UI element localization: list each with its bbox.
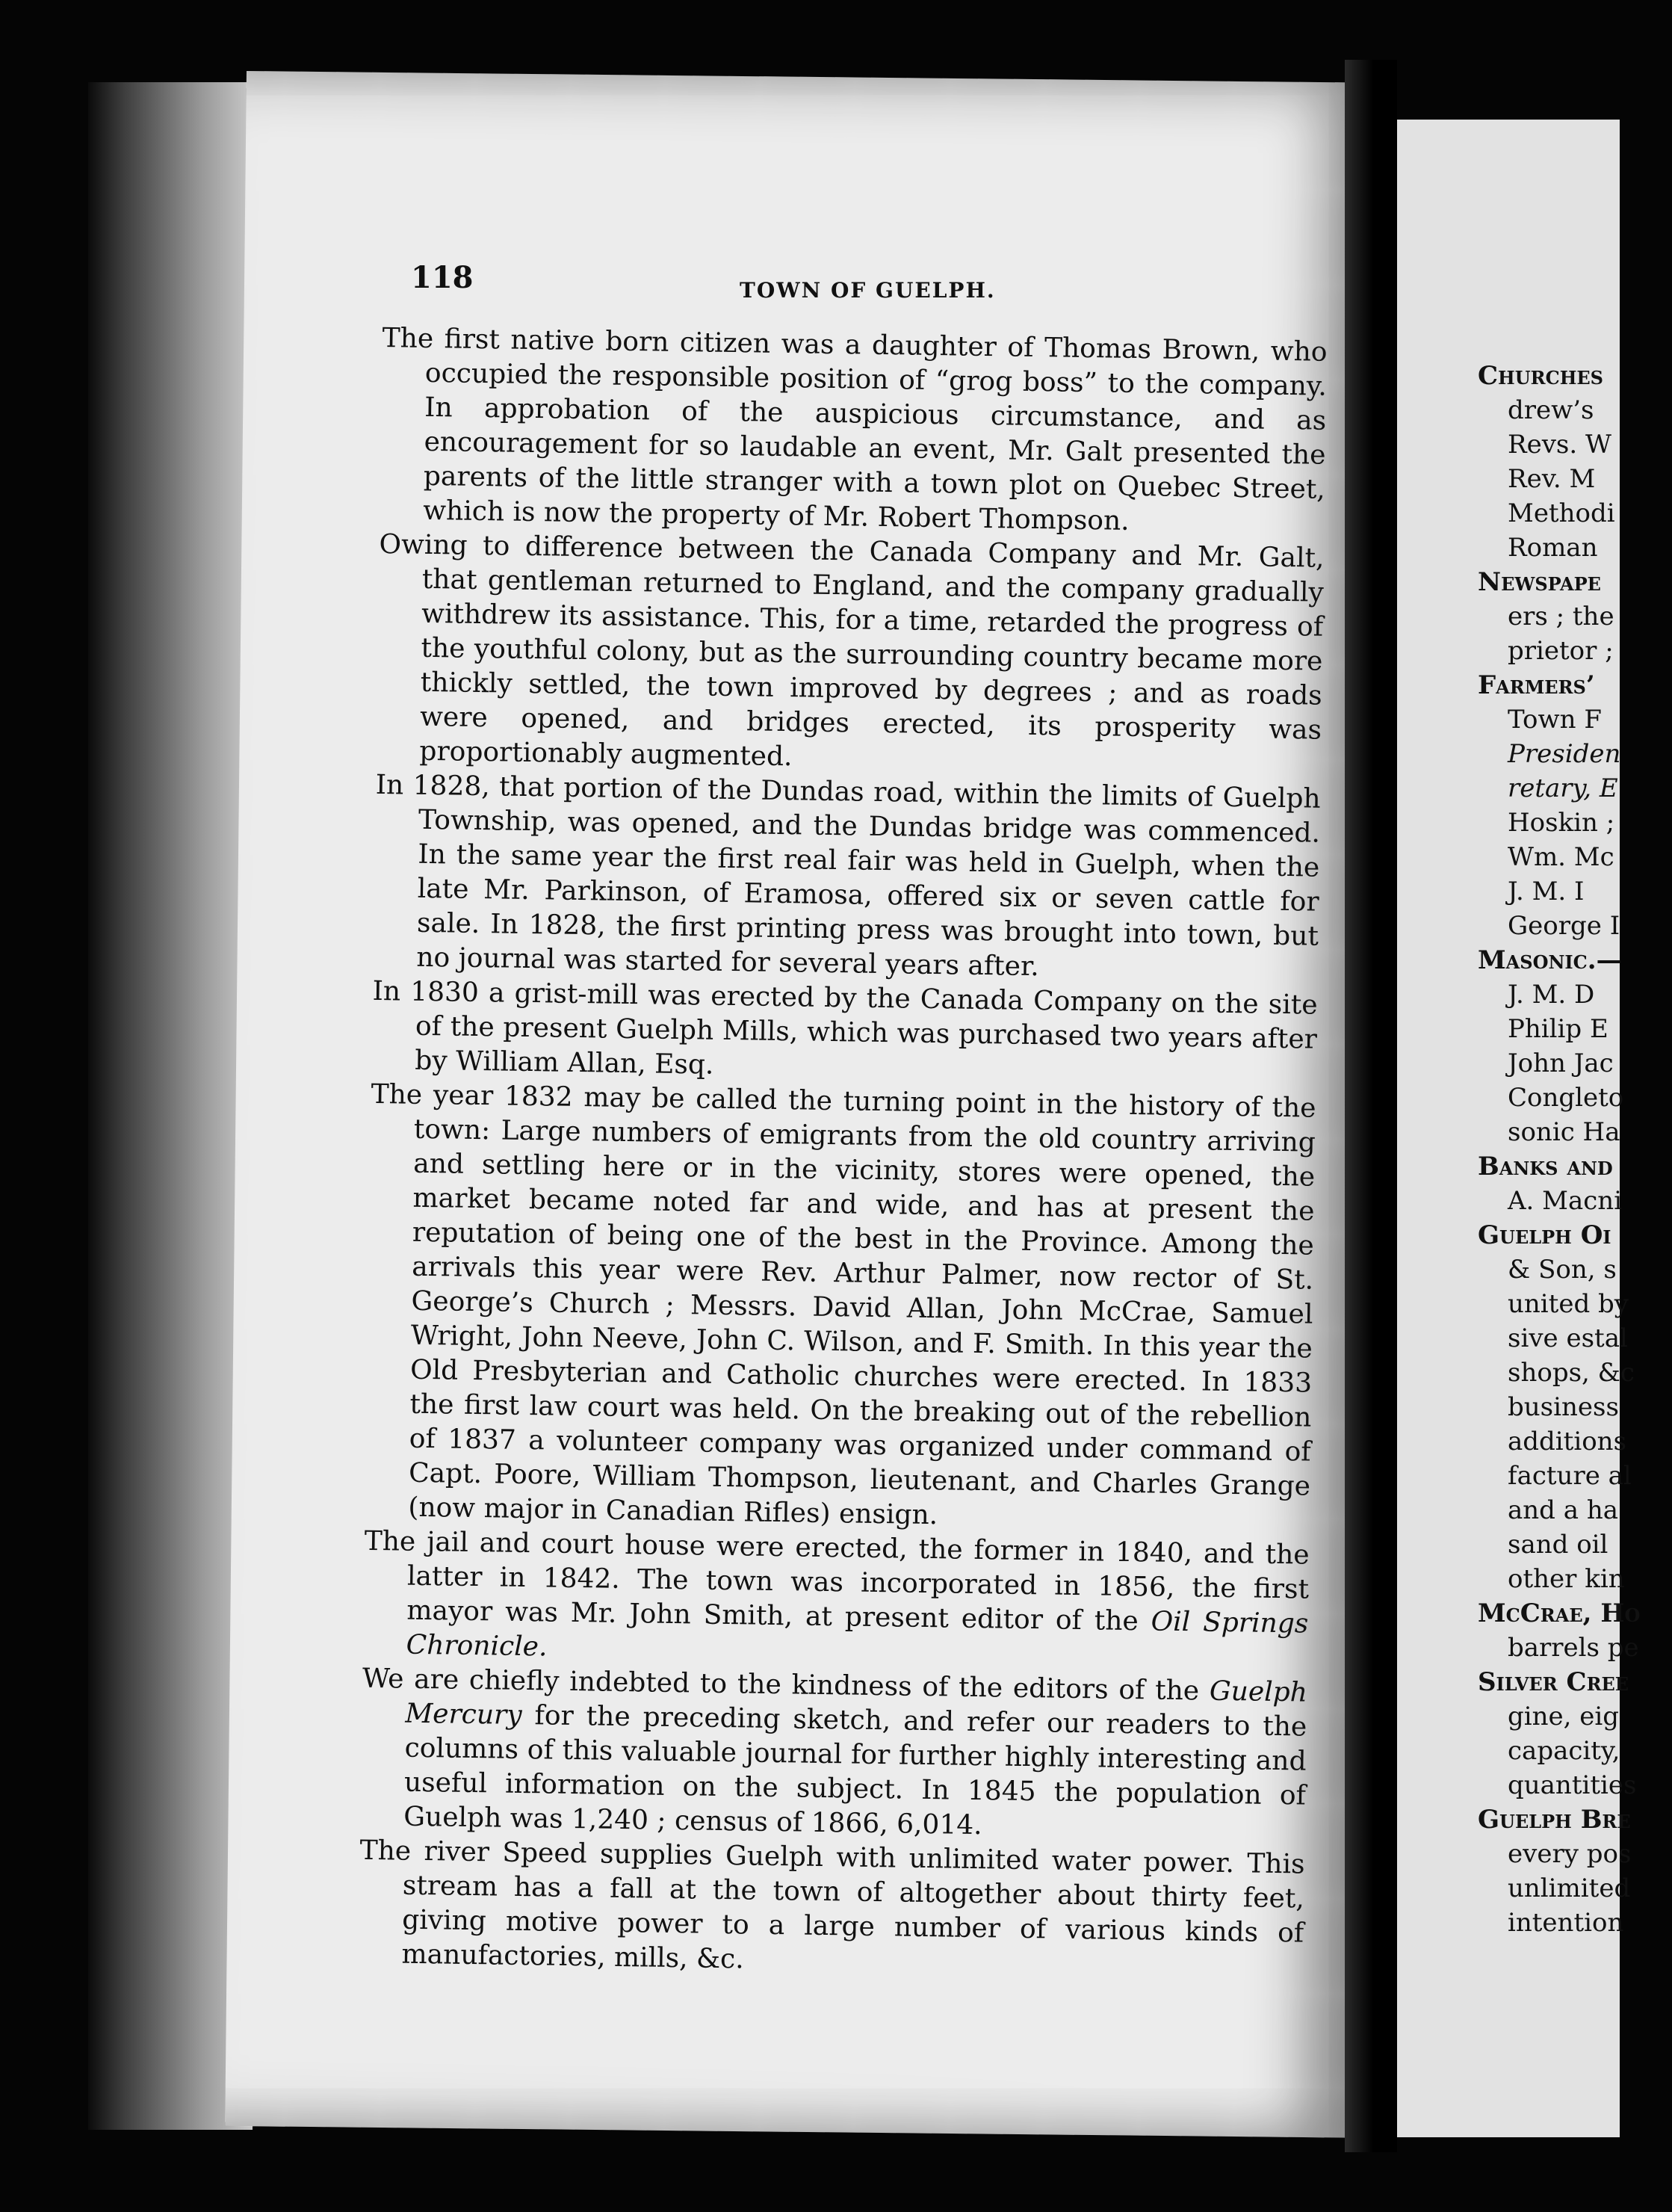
right-page-line: unlimited: [1508, 1873, 1631, 1903]
right-page-line: Congleto: [1508, 1083, 1624, 1113]
right-page-line: Revs. W: [1508, 430, 1611, 460]
right-page-line: gine, eig: [1508, 1702, 1620, 1731]
right-page-line: facture al: [1508, 1461, 1632, 1491]
right-page-line: J. M. D: [1508, 980, 1595, 1010]
right-page-line: business: [1508, 1392, 1619, 1422]
right-page-line: Roman: [1508, 533, 1598, 563]
right-page-line: Philip E: [1508, 1014, 1608, 1044]
paragraph: The river Speed supplies Guelph with unlimited water power. This stream has a fall at the town of altogether about thirty feet, giving motive power to a large number of various kinds of manufactories, mills, &c.: [359, 1835, 1305, 1975]
right-page-line: barrels pe: [1508, 1633, 1639, 1663]
right-page-line: Methodi: [1508, 498, 1615, 528]
book-gutter: [1345, 60, 1397, 2152]
right-page-line: other kin: [1508, 1564, 1625, 1594]
right-page-line: Silver Cree: [1478, 1667, 1629, 1697]
right-page-line: capacity,: [1508, 1736, 1620, 1766]
right-page-line: Guelph Oi: [1478, 1220, 1611, 1250]
right-page-line: Presiden: [1508, 739, 1621, 769]
paragraph-text: We are chiefly indebted to the kindness of the editors of the: [362, 1663, 1210, 1707]
right-page-line: J. M. I: [1508, 877, 1585, 906]
right-page-line: and a ha: [1508, 1495, 1618, 1525]
right-page-line: shops, &c: [1508, 1358, 1635, 1388]
paragraph: The year 1832 may be called the turning point in the history of the town: Large numbers of emigrants from the old country arriving and settling here or in the vicinity, stores were opened, the market became noted far and wide, and has at present the reputation of being one of the best in the Province. Among the arrivals this year were Rev. Arthur Palmer, now rector of St. George’s Church ; Messrs. David Allan, John McCrae, Samuel Wright, John Neeve, John C. Wilson, and F. Smith. In this year the Old Presbyterian and Catholic churches were erected. In 1833 the first law court was held. On the breaking out of the rebellion of 1837 a volunteer company was organized under command of Capt. Poore, William Thompson, lieutenant, and Charles Grange (now major in Canadian Rifles) ensign.: [371, 1078, 1316, 1531]
right-page-line: Hoskin ;: [1508, 808, 1615, 838]
paragraph: In 1828, that portion of the Dundas road, within the limits of Guelph Township, was opened, and the Dundas bridge was commenced. In the same year the first real fair was held in Guelph, when the late Mr. Parkinson, of Eramosa, offered six or seven cattle for sale. In 1828, the first printing press was brought into town, but no journal was started for several years after.: [375, 769, 1321, 983]
right-page-line: George I: [1508, 911, 1620, 941]
right-page-line: McCrae, Ho: [1478, 1598, 1641, 1628]
right-page-line: Banks and: [1478, 1152, 1613, 1181]
right-page-line: united by: [1508, 1289, 1629, 1319]
paragraph: Owing to difference between the Canada Company and Mr. Galt, that gentleman returned to England, and the company gradually withdrew its assistance. This, for a time, retarded the progress of the youthful colony, but as the surrounding country became more thickly settled, the town improved by degrees ; and as roads were opened, and bridges erected, its prosperity was proportionably augmented.: [379, 528, 1325, 773]
right-page-line: additions: [1508, 1427, 1627, 1456]
right-page-line: ers ; the: [1508, 602, 1614, 631]
body-text: [358, 321, 1328, 1986]
right-page-line: Newspape: [1478, 567, 1601, 597]
newspaper-title: Oil Springs Chronicle.: [406, 1606, 1309, 1663]
right-page-line: prietor ;: [1508, 636, 1614, 666]
paragraph-text: for the preceding sketch, and refer our readers to the columns of this valuable journal for further highly interesting and useful information on the subject. In 1845 the population of Guelph was 1,240 ; census of 1866, 6,014.: [403, 1699, 1307, 1841]
right-page-text: [1478, 359, 1672, 1940]
right-page-line: A. Macni: [1508, 1186, 1623, 1216]
right-page-line: quantities: [1508, 1770, 1637, 1800]
right-page-line: sand oil: [1508, 1530, 1608, 1560]
paragraph: The first native born citizen was a daughter of Thomas Brown, who occupied the responsible position of “grog boss” to the company. In approbation of the auspicious circumstance, and as encouragement for so laudable an event, Mr. Galt presented the parents of the little stranger with a town plot on Quebec Street, which is now the property of Mr. Robert Thompson.: [382, 322, 1328, 537]
right-page-line: every pos: [1508, 1839, 1632, 1869]
paragraph: [360, 1662, 1307, 1848]
paragraph: [362, 1524, 1310, 1676]
right-page-line: Churches: [1478, 361, 1604, 391]
right-page-line: & Son, s: [1508, 1255, 1617, 1285]
newspaper-title: Guelph Mercury: [405, 1675, 1308, 1731]
right-page-line: Masonic.—: [1478, 945, 1622, 975]
right-page-line: Farmers’: [1478, 670, 1595, 700]
right-page-line: sonic Ha: [1508, 1117, 1620, 1147]
right-page-line: sive estal: [1508, 1323, 1628, 1353]
running-head: TOWN OF GUELPH.: [740, 278, 996, 303]
right-page-line: Town F: [1508, 705, 1602, 735]
right-page-line: Guelph Bre: [1478, 1805, 1631, 1835]
right-page-line: Wm. Mc: [1508, 842, 1614, 872]
right-page-line: John Jac: [1508, 1048, 1614, 1078]
paragraph: In 1830 a grist-mill was erected by the Canada Company on the site of the present Guelph Mills, which was purchased two years after by William Allan, Esq.: [372, 975, 1318, 1081]
paragraph-text: The jail and court house were erected, the former in 1840, and the latter in 1842. The town was incorporated in 1856, the first mayor was Mr. John Smith, at present editor of the: [364, 1525, 1310, 1637]
page-number: 118: [411, 260, 474, 295]
right-page-line: drew’s: [1508, 395, 1594, 425]
right-page-line: Rev. M: [1508, 464, 1596, 494]
right-page-line: retary, E: [1508, 773, 1618, 803]
right-page-line: intention: [1508, 1908, 1624, 1938]
